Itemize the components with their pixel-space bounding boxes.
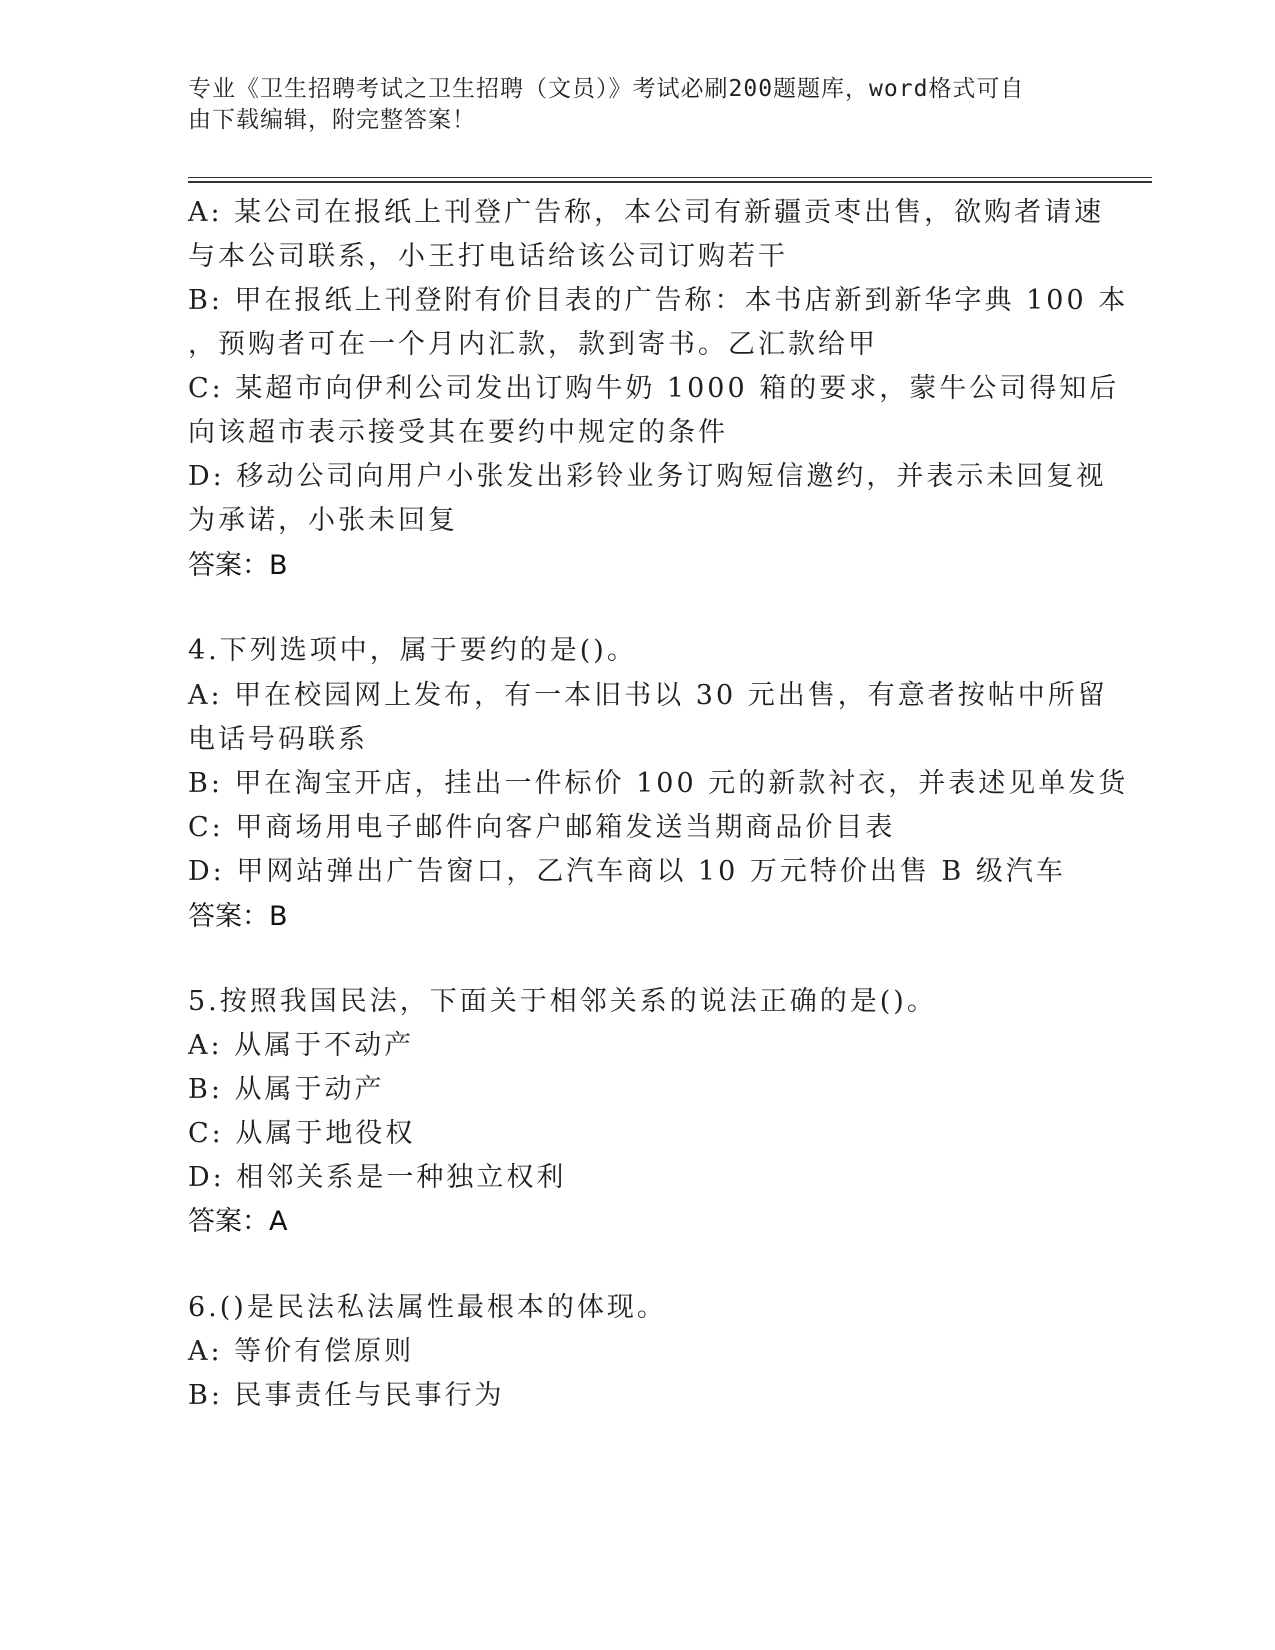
q3-option-b-line-1: B: 甲在报纸上刊登附有价目表的广告称：本书店新到新华字典 100 本 — [188, 285, 1129, 316]
q4-option-b: B: 甲在淘宝开店，挂出一件标价 100 元的新款衬衣，并表述见单发货 — [188, 768, 1129, 799]
q3-option-c-line-1: C: 某超市向伊利公司发出订购牛奶 1000 箱的要求，蒙牛公司得知后 — [188, 373, 1120, 404]
header-divider-thin — [188, 177, 1152, 178]
q3-option-a-line-2: 与本公司联系，小王打电话给该公司订购若干 — [188, 241, 788, 272]
q6-option-a: A: 等价有偿原则 — [188, 1336, 415, 1367]
q5-option-b: B: 从属于动产 — [188, 1074, 385, 1105]
header-line-2: 由下载编辑，附完整答案！ — [188, 107, 476, 133]
q4-option-d: D: 甲网站弹出广告窗口，乙汽车商以 10 万元特价出售 B 级汽车 — [188, 856, 1066, 887]
q3-option-b-line-2: ，预购者可在一个月内汇款，款到寄书。乙汇款给甲 — [188, 329, 878, 360]
q4-question: 4.下列选项中，属于要约的是()。 — [188, 635, 637, 666]
q5-question: 5.按照我国民法，下面关于相邻关系的说法正确的是()。 — [188, 986, 937, 1017]
q5-option-a: A: 从属于不动产 — [188, 1030, 415, 1061]
q4-option-c: C: 甲商场用电子邮件向客户邮箱发送当期商品价目表 — [188, 812, 896, 843]
header-divider-thick — [188, 181, 1152, 183]
header-line-1: 专业《卫生招聘考试之卫生招聘（文员）》考试必刷200题题库，word格式可自 — [188, 76, 1025, 102]
q3-option-a-line-1: A: 某公司在报纸上刊登广告称，本公司有新疆贡枣出售，欲购者请速 — [188, 197, 1105, 228]
q3-option-d-line-2: 为承诺，小张未回复 — [188, 505, 458, 536]
q3-answer: 答案：B — [188, 550, 288, 581]
q6-question: 6.()是民法私法属性最根本的体现。 — [188, 1292, 667, 1323]
q6-option-b: B: 民事责任与民事行为 — [188, 1380, 505, 1411]
q5-answer: 答案：A — [188, 1206, 288, 1237]
q5-option-c: C: 从属于地役权 — [188, 1118, 416, 1149]
q3-option-c-line-2: 向该超市表示接受其在要约中规定的条件 — [188, 417, 728, 448]
q4-option-a-line-1: A: 甲在校园网上发布，有一本旧书以 30 元出售，有意者按帖中所留 — [188, 680, 1108, 711]
q5-option-d: D: 相邻关系是一种独立权利 — [188, 1162, 567, 1193]
document-header — [188, 74, 1068, 136]
q4-option-a-line-2: 电话号码联系 — [188, 724, 368, 755]
q4-answer: 答案：B — [188, 901, 288, 932]
q3-option-d-line-1: D: 移动公司向用户小张发出彩铃业务订购短信邀约，并表示未回复视 — [188, 461, 1107, 492]
